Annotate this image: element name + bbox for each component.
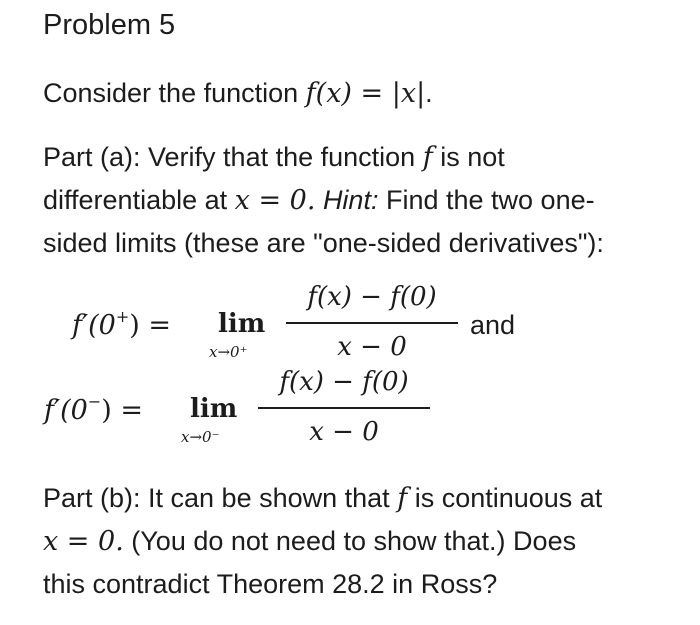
eq2-denominator: x − 0 xyxy=(309,417,379,447)
part-a-text: Part (a): Verify that the function xyxy=(43,142,423,172)
eq2-lim: lim xyxy=(190,394,238,424)
part-b-line-2 xyxy=(43,524,576,559)
part-b-text-2: (You do not need to show that.) Does xyxy=(123,526,577,556)
part-b-f-math: f xyxy=(397,483,408,514)
intro-prefix: Consider the function xyxy=(43,78,306,108)
part-a-line-2 xyxy=(43,183,595,218)
eq1-fraction-bar xyxy=(286,322,458,324)
eq2-fraction-bar xyxy=(258,407,430,409)
part-b-line-3: this contradict Theorem 28.2 in Ross? xyxy=(43,569,498,599)
problem-title: Problem 5 xyxy=(43,9,176,41)
eq2-numerator: f(x) − f(0) xyxy=(279,367,409,397)
part-a-x-equals-zero: x = 0. xyxy=(234,185,316,216)
intro-suffix: . xyxy=(425,78,433,108)
part-b-x-equals-zero: x = 0. xyxy=(43,526,124,557)
eq1-denominator: x − 0 xyxy=(337,332,407,362)
eq-joiner-and: and xyxy=(470,310,516,340)
eq1-lim-subscript: x→0⁺ xyxy=(209,343,248,361)
eq2-lhs: f′(0−) = xyxy=(44,392,143,426)
hint-text: Find the two one- xyxy=(378,185,595,215)
hint-label: Hint: xyxy=(322,185,379,215)
eq2-lim-subscript: x→0⁻ xyxy=(181,428,220,446)
part-a-text-end: is not xyxy=(432,142,505,172)
part-a-line-1 xyxy=(43,140,505,175)
part-b-text: Part (b): It can be shown that xyxy=(43,483,398,513)
part-a-text-2: differentiable at xyxy=(43,185,235,215)
eq1-lhs: f′(0+) = xyxy=(72,307,171,341)
part-b-text-end: is continuous at xyxy=(407,483,603,513)
part-a-f-math: f xyxy=(422,142,433,173)
part-a-line-3: sided limits (these are "one-sided derivatives"): xyxy=(43,228,604,258)
eq1-lim: lim xyxy=(218,309,266,339)
eq1-numerator: f(x) − f(0) xyxy=(307,282,437,312)
part-b-line-1 xyxy=(43,481,602,516)
intro-line xyxy=(43,76,433,111)
intro-function-math: f(x) = |x| xyxy=(305,78,426,109)
